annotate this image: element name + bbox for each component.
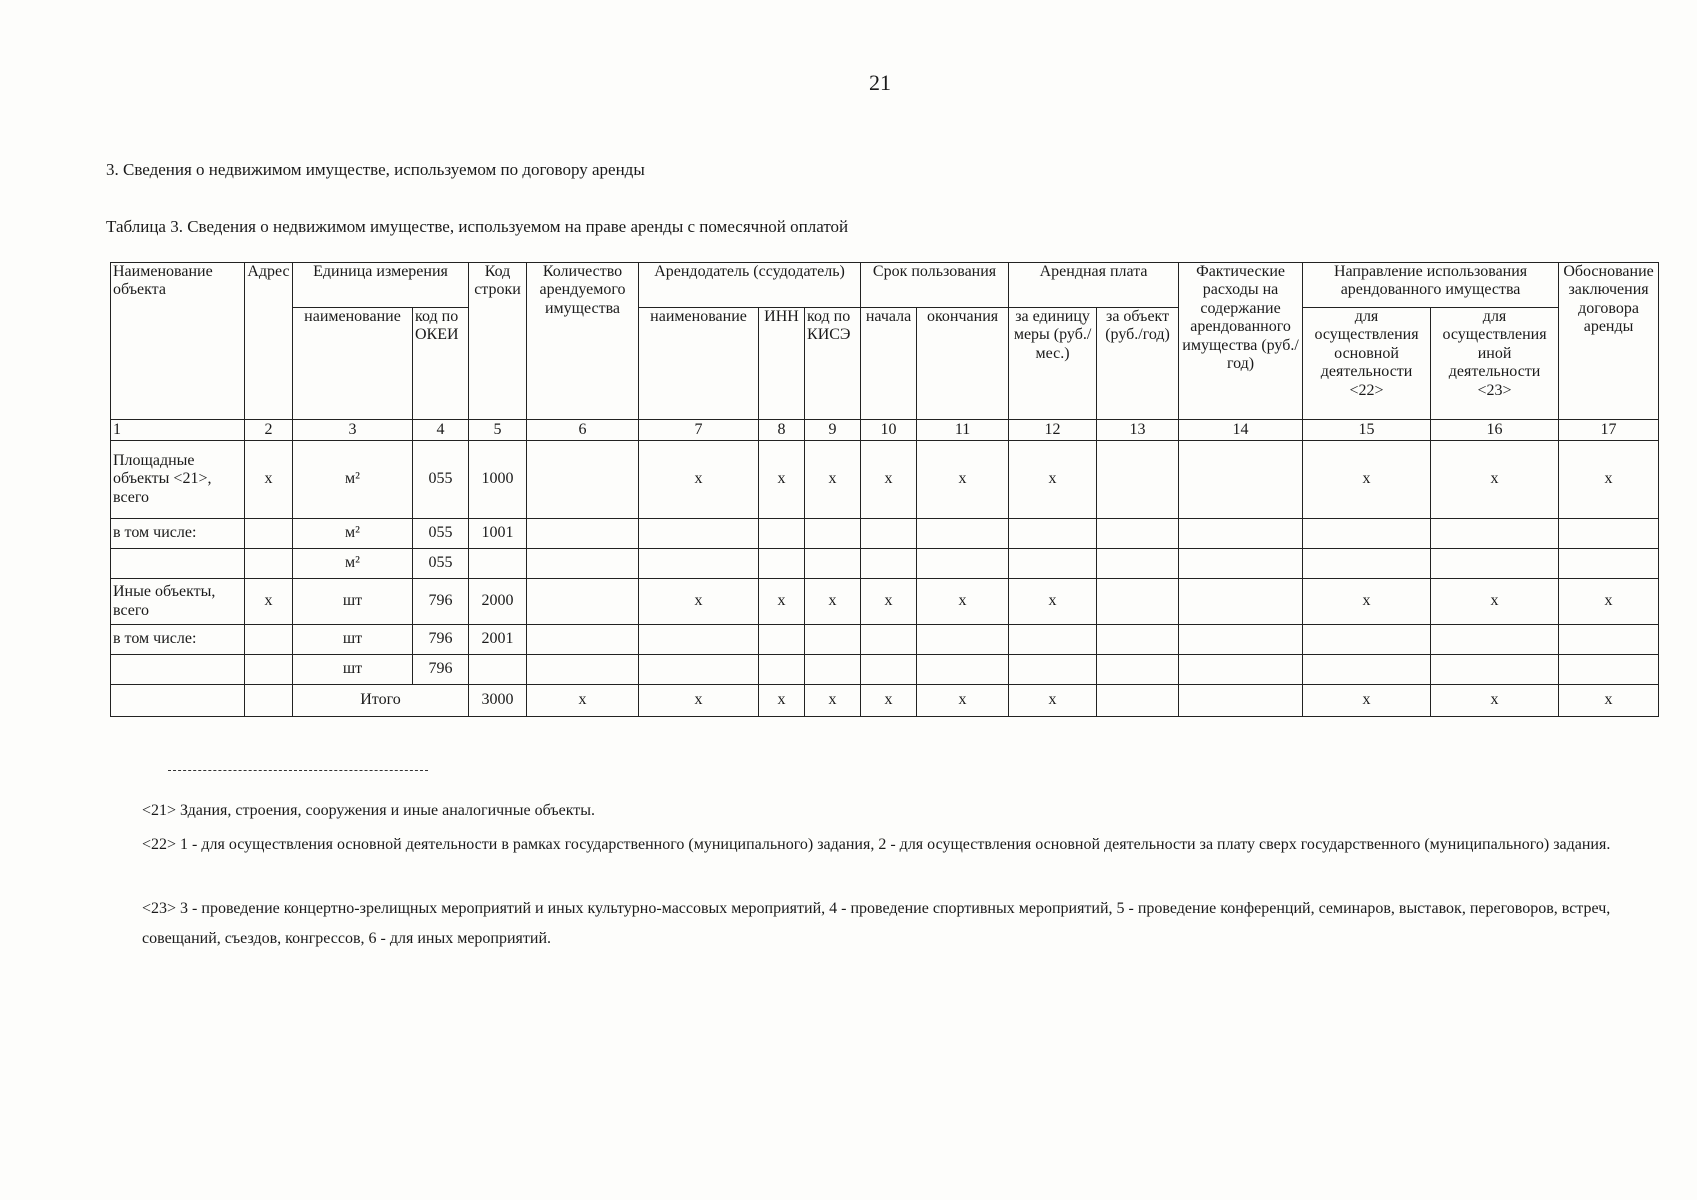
lease-table: [110, 262, 1659, 717]
cell-unit-name: шт: [293, 655, 413, 685]
cell-row-code: 1000: [469, 441, 527, 519]
cell-costs: [1179, 625, 1303, 655]
column-number: 2: [245, 420, 293, 441]
cell-lessor-name: [639, 625, 759, 655]
header-unit: Единица измерения: [293, 263, 469, 308]
total-justification: х: [1559, 685, 1659, 717]
cell-row-code: [469, 549, 527, 579]
header-rent: Арендная плата: [1009, 263, 1179, 308]
total-start: х: [861, 685, 917, 717]
cell-quantity: [527, 625, 639, 655]
column-number: 14: [1179, 420, 1303, 441]
cell-kise: х: [805, 441, 861, 519]
cell-end: х: [917, 579, 1009, 625]
cell-dir-other: х: [1431, 441, 1559, 519]
cell-unit-code: 796: [413, 655, 469, 685]
cell-rent-unit: [1009, 655, 1097, 685]
header-rent-per-unit: за единицу меры (руб./мес.): [1009, 308, 1097, 420]
total-inn: х: [759, 685, 805, 717]
cell-unit-name: шт: [293, 579, 413, 625]
cell-dir-other: х: [1431, 579, 1559, 625]
cell-dir-other: [1431, 549, 1559, 579]
cell-unit-name: м²: [293, 519, 413, 549]
cell-rent-unit: [1009, 519, 1097, 549]
cell-justification: [1559, 625, 1659, 655]
cell-unit-name: м²: [293, 549, 413, 579]
footnote-22: <22> 1 - для осуществления основной деятельности в рамках государственного (муниципального) задания, 2 - для осуществления основной деятельности за плату сверх государственного (муниципального) задания.: [142, 836, 1611, 853]
cell-kise: х: [805, 579, 861, 625]
cell-address: [245, 655, 293, 685]
cell-justification: х: [1559, 579, 1659, 625]
table-row: [111, 441, 1659, 519]
cell-rent-unit: [1009, 549, 1097, 579]
cell-name: Иные объекты, всего: [111, 579, 245, 625]
column-number: 16: [1431, 420, 1559, 441]
cell-row-code: 2001: [469, 625, 527, 655]
column-number: 11: [917, 420, 1009, 441]
column-number: 5: [469, 420, 527, 441]
total-row: [111, 685, 1659, 717]
cell-lessor-name: х: [639, 579, 759, 625]
cell-address: х: [245, 441, 293, 519]
cell-kise: [805, 625, 861, 655]
footnote-23: <23> 3 - проведение концертно-зрелищных мероприятий и иных культурно-массовых мероприятий, 4 - проведение спортивных мероприятий, 5 - проведение конференций, семинаров, выставок, переговоров, встреч, совещаний, съездов, конгрессов, 6 - для иных мероприятий.: [142, 900, 1611, 948]
table-row: [111, 519, 1659, 549]
cell-address: [245, 519, 293, 549]
cell-rent-unit: х: [1009, 441, 1097, 519]
header-direction-main: для осуществления основной деятельности <22>: [1303, 308, 1431, 420]
cell-inn: [759, 625, 805, 655]
cell-rent-object: [1097, 549, 1179, 579]
cell-name: в том числе:: [111, 625, 245, 655]
total-dir-other: х: [1431, 685, 1559, 717]
cell-dir-other: [1431, 625, 1559, 655]
total-kise: х: [805, 685, 861, 717]
cell-rent-object: [1097, 519, 1179, 549]
cell-quantity: [527, 549, 639, 579]
column-number: 15: [1303, 420, 1431, 441]
table-row: [111, 655, 1659, 685]
header-row-code: Код строки: [469, 263, 527, 420]
cell-unit-name: шт: [293, 625, 413, 655]
cell-dir-main: [1303, 655, 1431, 685]
column-number: 9: [805, 420, 861, 441]
footnote-21: <21> Здания, строения, сооружения и иные аналогичные объекты.: [142, 802, 596, 819]
cell-inn: [759, 549, 805, 579]
header-quantity: Количество арендуемого имущества: [527, 263, 639, 420]
header-lessor-kise: код по КИСЭ: [805, 308, 861, 420]
cell-unit-code: 796: [413, 625, 469, 655]
cell-quantity: [527, 441, 639, 519]
cell-row-code: 2000: [469, 579, 527, 625]
table-caption: Таблица 3. Сведения о недвижимом имуществе, используемом на праве аренды с помесячной оплатой: [106, 217, 849, 236]
header-term-end: окончания: [917, 308, 1009, 420]
column-number: 1: [111, 420, 245, 441]
total-rent-unit: х: [1009, 685, 1097, 717]
total-rent-object: [1097, 685, 1179, 717]
cell-start: х: [861, 579, 917, 625]
cell-rent-object: [1097, 579, 1179, 625]
header-justification: Обоснование заключения договора аренды: [1559, 263, 1659, 420]
cell-justification: [1559, 655, 1659, 685]
header-unit-name: наименование: [293, 308, 413, 420]
column-number: 7: [639, 420, 759, 441]
cell-end: х: [917, 441, 1009, 519]
cell-end: [917, 655, 1009, 685]
cell-address: [245, 625, 293, 655]
cell-quantity: [527, 519, 639, 549]
header-term: Срок пользования: [861, 263, 1009, 308]
total-costs: [1179, 685, 1303, 717]
cell-kise: [805, 549, 861, 579]
cell-kise: [805, 655, 861, 685]
cell-kise: [805, 519, 861, 549]
total-quantity: х: [527, 685, 639, 717]
cell-start: [861, 549, 917, 579]
header-name: Наименование объекта: [111, 263, 245, 420]
cell-name: Площадные объекты <21>, всего: [111, 441, 245, 519]
cell-name: [111, 549, 245, 579]
cell-inn: х: [759, 579, 805, 625]
cell-address: [245, 549, 293, 579]
header-term-start: начала: [861, 308, 917, 420]
footnote-separator: [168, 770, 428, 771]
cell-justification: [1559, 519, 1659, 549]
cell-end: [917, 625, 1009, 655]
cell-inn: [759, 655, 805, 685]
cell-dir-other: [1431, 519, 1559, 549]
column-number: 3: [293, 420, 413, 441]
cell-start: [861, 625, 917, 655]
cell-costs: [1179, 655, 1303, 685]
cell-end: [917, 519, 1009, 549]
table-row: [111, 625, 1659, 655]
cell-justification: х: [1559, 441, 1659, 519]
header-row-1: [111, 263, 1659, 308]
header-lessor: Арендодатель (ссудодатель): [639, 263, 861, 308]
total-dir-main: х: [1303, 685, 1431, 717]
column-numbers-row: [111, 420, 1659, 441]
cell-unit-code: 055: [413, 519, 469, 549]
cell-rent-object: [1097, 655, 1179, 685]
cell-row-code: 1001: [469, 519, 527, 549]
cell-start: [861, 655, 917, 685]
cell-dir-main: х: [1303, 579, 1431, 625]
column-number: 4: [413, 420, 469, 441]
cell-dir-main: [1303, 519, 1431, 549]
table-row: [111, 579, 1659, 625]
cell-unit-code: 796: [413, 579, 469, 625]
section-title: 3. Сведения о недвижимом имуществе, используемом по договору аренды: [106, 160, 645, 179]
table-body: [111, 441, 1659, 685]
cell-costs: [1179, 579, 1303, 625]
header-lessor-name: наименование: [639, 308, 759, 420]
cell-rent-object: [1097, 441, 1179, 519]
cell-unit-code: 055: [413, 441, 469, 519]
header-rent-per-object: за объект (руб./год): [1097, 308, 1179, 420]
header-row-2: [111, 308, 1659, 420]
cell-start: х: [861, 441, 917, 519]
cell-quantity: [527, 655, 639, 685]
column-number: 10: [861, 420, 917, 441]
header-direction: Направление использования арендованного имущества: [1303, 263, 1559, 308]
column-number: 6: [527, 420, 639, 441]
cell-end: [917, 549, 1009, 579]
header-unit-code: код по ОКЕИ: [413, 308, 469, 420]
cell-rent-unit: [1009, 625, 1097, 655]
header-actual-costs: Фактические расходы на содержание арендованного имущества (руб./год): [1179, 263, 1303, 420]
cell-costs: [1179, 441, 1303, 519]
column-number: 17: [1559, 420, 1659, 441]
table-row: [111, 549, 1659, 579]
cell-dir-other: [1431, 655, 1559, 685]
cell-rent-object: [1097, 625, 1179, 655]
header-direction-other: для осуществления иной деятельности <23>: [1431, 308, 1559, 420]
cell-row-code: [469, 655, 527, 685]
cell-justification: [1559, 549, 1659, 579]
header-lessor-inn: ИНН: [759, 308, 805, 420]
cell-quantity: [527, 579, 639, 625]
total-cell: [111, 685, 245, 717]
header-address: Адрес: [245, 263, 293, 420]
page-number: 21: [869, 70, 891, 95]
total-row-code: 3000: [469, 685, 527, 717]
cell-dir-main: [1303, 625, 1431, 655]
cell-unit-name: м²: [293, 441, 413, 519]
cell-lessor-name: [639, 655, 759, 685]
cell-lessor-name: [639, 519, 759, 549]
cell-lessor-name: [639, 549, 759, 579]
column-number: 13: [1097, 420, 1179, 441]
cell-name: [111, 655, 245, 685]
total-cell: [245, 685, 293, 717]
cell-unit-code: 055: [413, 549, 469, 579]
total-label: Итого: [293, 685, 469, 717]
total-end: х: [917, 685, 1009, 717]
column-number: 8: [759, 420, 805, 441]
cell-rent-unit: х: [1009, 579, 1097, 625]
cell-dir-main: х: [1303, 441, 1431, 519]
cell-inn: х: [759, 441, 805, 519]
cell-address: х: [245, 579, 293, 625]
cell-costs: [1179, 519, 1303, 549]
cell-lessor-name: х: [639, 441, 759, 519]
cell-name: в том числе:: [111, 519, 245, 549]
cell-inn: [759, 519, 805, 549]
cell-dir-main: [1303, 549, 1431, 579]
cell-costs: [1179, 549, 1303, 579]
column-number: 12: [1009, 420, 1097, 441]
total-lessor-name: х: [639, 685, 759, 717]
cell-start: [861, 519, 917, 549]
